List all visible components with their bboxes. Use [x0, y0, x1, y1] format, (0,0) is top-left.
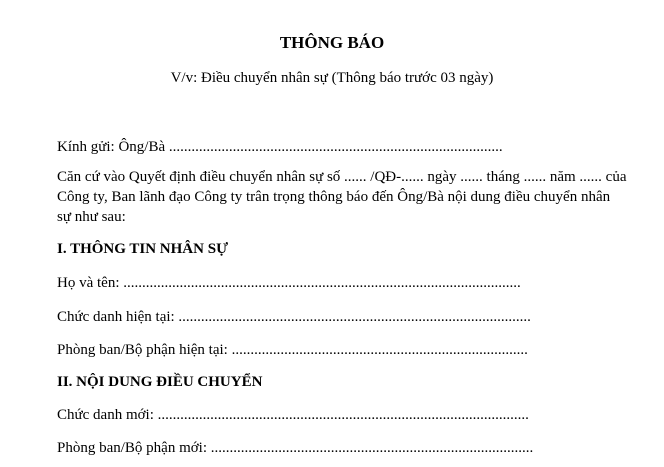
- intro-line-3: sự như sau:: [57, 209, 126, 225]
- field-full-name: Họ và tên: ..........................................................................................................: [57, 275, 521, 291]
- field-current-department: Phòng ban/Bộ phận hiện tại: ...............................................................................: [57, 342, 528, 358]
- section-heading-transfer-content: II. NỘI DUNG ĐIỀU CHUYỂN: [57, 374, 263, 390]
- intro-line-2: Công ty, Ban lãnh đạo Công ty trân trọng thông báo đến Ông/Bà nội dung điều chuyển nhân: [57, 189, 611, 205]
- document-title: THÔNG BÁO: [279, 33, 385, 52]
- field-new-department: Phòng ban/Bộ phận mới: ......................................................................................: [57, 440, 534, 456]
- greeting-line: Kính gửi: Ông/Bà .........................................................................................: [57, 139, 503, 155]
- field-current-title: Chức danh hiện tại: ..............................................................................................: [57, 309, 531, 325]
- intro-line-1: Căn cứ vào Quyết định điều chuyển nhân sự số ...... /QĐ-...... ngày ...... tháng ...... năm ...... của: [57, 169, 627, 185]
- field-new-title: Chức danh mới: ...................................................................................................: [57, 407, 529, 423]
- document-subtitle: V/v: Điều chuyển nhân sự (Thông báo trước 03 ngày): [170, 70, 494, 86]
- section-heading-personnel-info: I. THÔNG TIN NHÂN SỰ: [57, 241, 229, 257]
